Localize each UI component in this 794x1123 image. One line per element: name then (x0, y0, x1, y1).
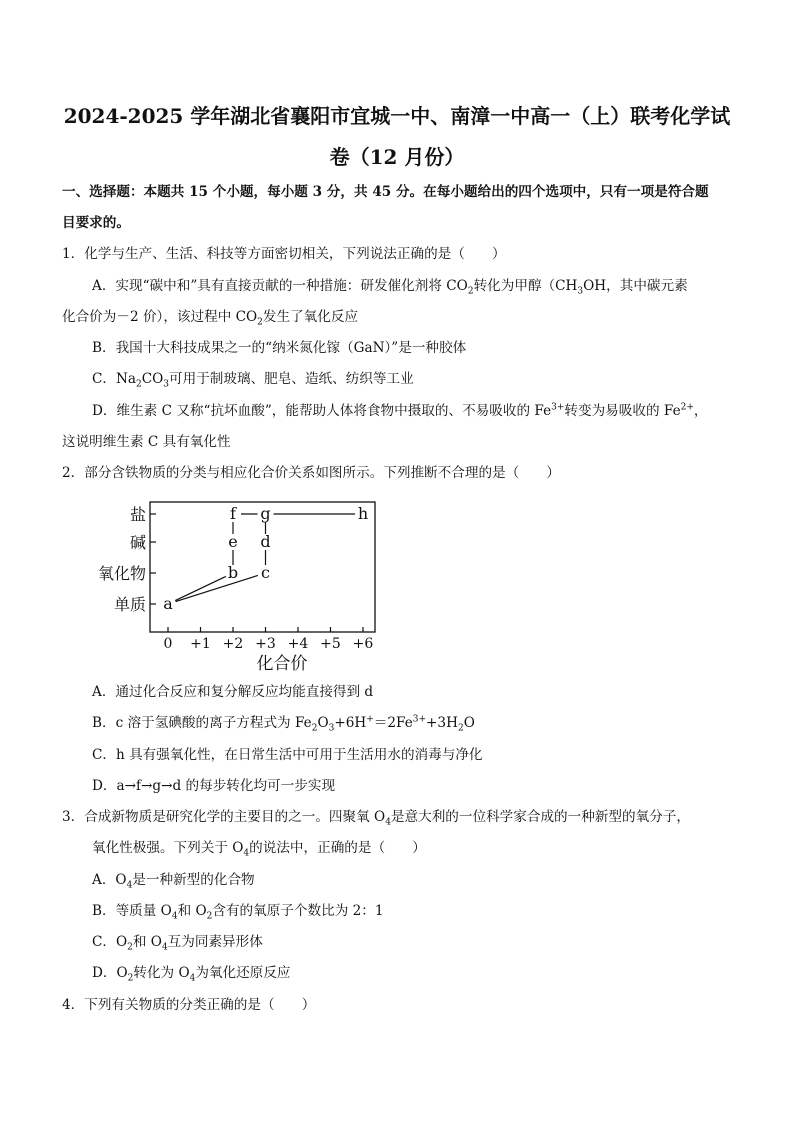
q2-option-b: B．c 溶于氢碘酸的离子方程式为 $Fe_2O_3+6H^+=2Fe^{3+}+3H_2O$ (92, 714, 475, 734)
x-tick-label-6: +6 (352, 636, 374, 652)
point-h: h (357, 504, 369, 523)
q3-option-d: D．$O_2$转化为 $O_4$为氧化还原反应 (92, 965, 291, 984)
link-a-c (176, 575, 258, 601)
x-axis-label: 化合价 (256, 654, 308, 674)
iron-valence-chart-svg (88, 496, 388, 676)
x-tick-label-2: +2 (222, 636, 244, 652)
y-category-label-3: 盐 (129, 505, 146, 524)
q1-stem: 1．化学与生产、生活、科技等方面密切相关，下列说法正确的是（ ） (62, 246, 506, 262)
point-d: d (260, 532, 271, 551)
q2-option-c: C．h 具有强氧化性，在日常生活中可用于生活用水的消毒与净化 (92, 747, 483, 763)
point-b: b (227, 563, 239, 582)
x-tick-label-0: 0 (163, 636, 173, 652)
q2-stem: 2．部分含铁物质的分类与相应化合价关系如图所示。下列推断不合理的是（ ） (62, 465, 561, 481)
x-tick-label-4: +4 (287, 636, 309, 652)
section-heading-line2: 目要求的。 (62, 215, 130, 231)
section-heading-line1: 一、选择题：本题共 15 个小题，每小题 3 分，共 45 分。在每小题给出的四个选项中，只有一项是符合题 (62, 184, 709, 200)
point-c: c (261, 563, 270, 582)
x-tick-label-1: +1 (190, 636, 211, 652)
q3-option-b: B．等质量 $O_4$和 $O_2$含有的氧原子个数比为 2：1 (92, 903, 384, 922)
q2-option-d: D．a→f→g→d 的每步转化均可一步实现 (92, 778, 336, 794)
point-a: a (163, 594, 173, 613)
q1-option-d-line2: 这说明维生素 C 具有氧化性 (62, 434, 231, 450)
q3-option-c: C．$O_2$和 $O_4$互为同素异形体 (92, 934, 263, 953)
point-f: f (230, 504, 236, 523)
x-tick-label-3: +3 (255, 636, 276, 652)
point-g: g (260, 504, 271, 523)
q1-option-d-line1: D．维生素 C 又称“抗坏血酸”，能帮助人体将食物中摄取的、不易吸收的 $Fe^{3+}$转变为易吸收的 $Fe^{2+}$， (92, 402, 708, 419)
y-category-label-2: 碱 (129, 533, 146, 552)
exam-title-line2: 卷（12 月份） (329, 145, 465, 169)
iron-valence-chart (88, 496, 388, 676)
q3-stem-line1: 3．合成新物质是研究化学的主要目的之一。四聚氧 $O_4$是意大利的一位科学家合成的一种新型的氧分子， (62, 809, 690, 828)
point-e: e (228, 532, 238, 551)
y-category-label-1: 氧化物 (97, 564, 146, 583)
exam-title-line1: 2024-2025 学年湖北省襄阳市宜城一中、南漳一中高一（上）联考化学试 (63, 104, 731, 128)
q1-option-c: C．$Na_2CO_3$可用于制玻璃、肥皂、造纸、纺织等工业 (92, 371, 414, 390)
q3-option-a: A．$O_4$是一种新型的化合物 (92, 872, 255, 891)
q3-stem-line2: 氧化性极强。下列关于 $O_4$的说法中，正确的是（ ） (92, 840, 426, 859)
q4-stem: 4．下列有关物质的分类正确的是（ ） (62, 997, 316, 1013)
y-category-label-0: 单质 (113, 595, 146, 614)
q1-option-b: B．我国十大科技成果之一的“纳米氮化镓（GaN）”是一种胶体 (92, 340, 467, 356)
q1-option-a-line2: 化合价为－2 价），该过程中 $CO_2$发生了氧化反应 (62, 309, 359, 328)
q1-option-a-line1: A．实现“碳中和”具有直接贡献的一种措施：研发催化剂将 $CO_2$转化为甲醇（$CH_3OH$，其中碳元素 (92, 278, 688, 297)
x-tick-label-5: +5 (320, 636, 341, 652)
q2-option-a: A．通过化合反应和复分解反应均能直接得到 d (92, 684, 374, 700)
